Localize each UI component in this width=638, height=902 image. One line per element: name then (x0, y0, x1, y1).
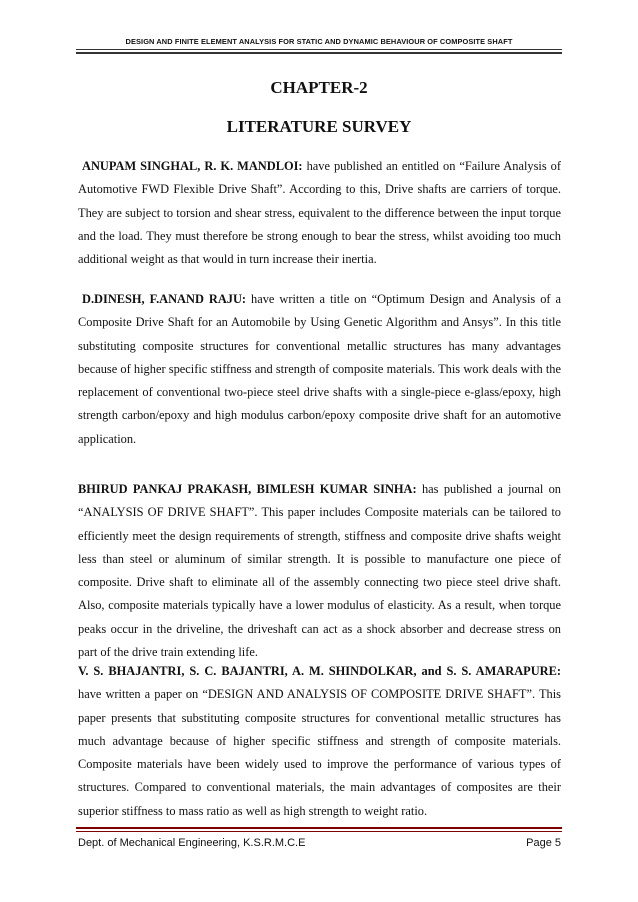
footer-page-number: Page 5 (526, 837, 561, 849)
footer-department: Dept. of Mechanical Engineering, K.S.R.M.C.E (78, 837, 306, 849)
paragraph-text: have published an entitled on “Failure Analysis of Automotive FWD Flexible Drive Shaft”. According to this, Drive shafts are carriers of torque. They are subject to torsion and shear stress, equivalent to the difference between the input torque and the load. They must therefore be strong enough to bear the stress, whilst avoiding too much additional weight as that would in turn increase their inertia. (78, 159, 561, 267)
header-rule-thick (76, 52, 562, 54)
paragraph-authors: ANUPAM SINGHAL, R. K. MANDLOI: (82, 159, 303, 173)
chapter-title: LITERATURE SURVEY (226, 117, 412, 136)
paragraph-authors: BHIRUD PANKAJ PRAKASH, BIMLESH KUMAR SINHA: (78, 482, 417, 496)
survey-paragraph-4 (78, 660, 561, 823)
survey-paragraph-3 (78, 478, 561, 664)
survey-paragraph-2 (78, 288, 561, 451)
paragraph-authors: V. S. BHAJANTRI, S. C. BAJANTRI, A. M. SHINDOLKAR, and S. S. AMARAPURE: (78, 664, 561, 678)
running-header: DESIGN AND FINITE ELEMENT ANALYSIS FOR STATIC AND DYNAMIC BEHAVIOUR OF COMPOSITE SHAFT (125, 37, 513, 46)
paragraph-text: have written a title on “Optimum Design and Analysis of a Composite Drive Shaft for an Automobile by Using Genetic Algorithm and Ansys”. In this title substituting composite structures for conventional metallic structures has many advantages because of higher specific stiffness and strength of composite materials. This work deals with the replacement of conventional two-piece steel drive shafts with a single-piece e-glass/epoxy, high strength carbon/epoxy and high modulus carbon/epoxy composite drive shaft for an automotive application. (78, 292, 561, 446)
paragraph-authors: D.DINESH, F.ANAND RAJU: (82, 292, 247, 306)
footer-rule-thick (76, 827, 562, 829)
survey-paragraph-1 (78, 155, 561, 271)
page-footer (78, 837, 561, 849)
footer-rule (76, 831, 562, 832)
paragraph-text: has published a journal on “ANALYSIS OF DRIVE SHAFT”. This paper includes Composite materials can be tailored to efficiently meet the design requirements of strength, stiffness and composite drive shafts weight less than steel or aluminum of similar strength. It is possible to manufacture one piece of composite. Drive shaft to eliminate all of the assembly connecting two piece steel drive shaft. Also, composite materials typically have a lower modulus of elasticity. As a result, when torque peaks occur in the driveline, the driveshaft can act as a shock absorber and decrease stress on part of the drive train extending life. (78, 482, 561, 660)
paragraph-text: have written a paper on “DESIGN AND ANALYSIS OF COMPOSITE DRIVE SHAFT”. This paper presents that substituting composite structures for conventional metallic structures has much advantage because of higher specific stiffness and strength of composite materials. Composite materials have been widely used to improve the performance of various types of structures. Compared to conventional materials, the main advantages of composites are their superior stiffness to mass ratio as well as high strength to weight ratio. (78, 687, 561, 818)
chapter-number: CHAPTER-2 (270, 78, 368, 97)
header-rule (76, 49, 562, 50)
